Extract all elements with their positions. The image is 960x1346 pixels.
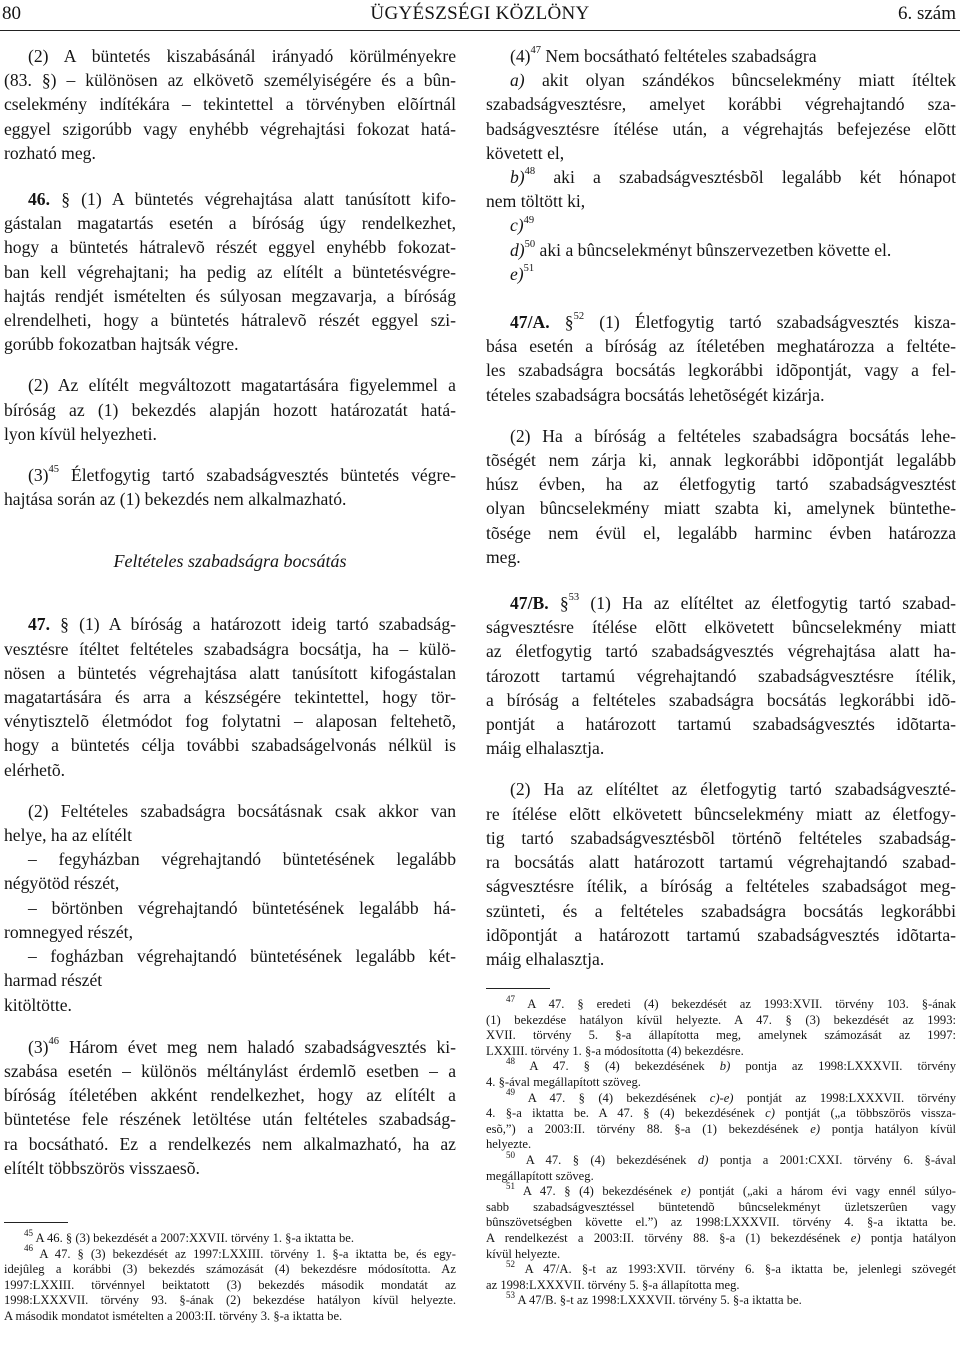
footnote-ref[interactable]: 50: [524, 238, 536, 250]
paragraph-45-2: (2) A büntetés kiszabásánál irányadó körülményekre (83. §) – különösen az elkövetõ személyiségére és a bûn- cselekmény indítékára – tekintettel a törvényben elõírtnál eggyel szigorúbb vagy enyhébb végrehajtási fokozat hatá- rozható meg.: [4, 46, 456, 163]
footnote-50: $^{50}$ A 47. § (4) bekezdésének d) pontja a 2001:CXXI. törvény 6. §-ával megállapított szöveg.: [486, 1149, 956, 1183]
left-footnotes: [4, 1222, 456, 1325]
right-footnotes: [486, 988, 956, 1309]
section-46: 46. § (1) A büntetés végrehajtása alatt tanúsított kifo- gástalan magatartás esetén a bíróság úgy rendelkezhet, hogy a büntetés hátralevõ részét eggyel enyhébb fokozat- ban kell végrehajtani; ha pedig az elítélt a büntetésvégre- hajtás rendjét ismételten és súlyosan megzavarja, a bíróság elrendelheti, hogy a büntetés hátralevõ részét eggyel szi- gorúbb fokozatban hajtsák végre.: [4, 189, 456, 355]
footnote-52: $^{52}$ A 47/A. §-t az 1993:XVII. törvény 6. §-a iktatta be, jelenlegi szövegét az 1998:LXXXVII. törvény 5. §-a állapította meg.: [486, 1258, 956, 1292]
issue-label: 6. szám: [897, 3, 956, 24]
footnote-rule: [4, 1222, 68, 1223]
left-column: [4, 44, 456, 1197]
section-heading: Feltételes szabadságra bocsátás: [113, 551, 347, 572]
journal-title: ÜGYÉSZSÉGI KÖZLÖNY: [370, 3, 590, 24]
footnote-rule: [486, 988, 550, 989]
footnote-ref[interactable]: 46: [48, 1035, 60, 1047]
footnote-53: $^{53}$ A 47/B. §-t az 1998:LXXXVII. törvény 5. §-a iktatta be.: [506, 1290, 802, 1308]
section-number: 46.: [28, 189, 50, 210]
paragraph-47-3: $(3)^{46}$ Három évet meg nem haladó szabadságvesztés ki- szabása esetén – különös méltánylást érdemlõ esetben – a bíróság ítéletében akként rendelkezhet, hogy az elítélt a büntetése fele részének letöltése után feltételes szabadság- ra bocsátható. Ez a rendelkezés nem alkalmazható, ha az elítélt többszörös visszaesõ.: [4, 1035, 456, 1178]
footnote-ref[interactable]: 48: [524, 166, 536, 178]
footnote-47: $^{47}$ A 47. § eredeti (4) bekezdését az 1993:XVII. törvény 103. §-ának (1) bekezdése hatályon kívül helyezte. A 47. § (3) bekezdését az 1993: XVII. törvény 5. §-a állapította meg, amelynek számozását az 1997: LXXIII. törvény 1. §-a módosította (4) bekezdésre.: [486, 993, 956, 1058]
paragraph-47a-2: (2) Ha a bíróság a feltételes szabadságra bocsátás lehe- tõségét nem zárja ki, annak legkorábbi idõpontját legalább húsz évben, ha az életfogytig tartó szabadságvesztést olyan bûncselekmény miatt szabta ki, amelynek büntethe- tõsége nem évül el, legalább harminc évben határozza meg.: [486, 425, 956, 567]
header-rule: [0, 30, 960, 31]
paragraph-47-2: (2) Feltételes szabadságra bocsátásnak csak akkor van helye, ha az elítélt – fegyházban végrehajtandó büntetésének legalább négyötöd részét, – börtönben végrehajtandó büntetésének legalább há- romnegyed részét, – fogházban végrehajtandó büntetésének legalább két- harmad részét kitöltötte.: [4, 800, 456, 1015]
running-header: [0, 0, 960, 30]
footnote-ref[interactable]: 53: [568, 592, 580, 604]
section-47b: 47/B. §$^{53}$ (1) Ha az elítéltet az életfogytig tartó szabad- ságvesztésre ítélése elõtt elkövetett bûncselekmény miatt az életfogytig tartó szabadságvesztés végrehajtása alatt ha- tározott tartamú végrehajtandó szabadságvesztésre ítélik, a bíróság a feltételes szabadságra bocsátás legkorábbi idõ- pontját a határozott tartamú szabadságvesztés idõtarta- máig elhalasztja.: [486, 592, 956, 759]
footnote-51: $^{51}$ A 47. § (4) bekezdésének e) pontját („aki a három évi vagy ennél súlyo- sabb szabadságvesztéssel büntetendõ bûncselekményt üzletszerûen vagy bûnszövetségben követte el.”) az 1998:LXXXVII. törvény 4. §-a iktatta be. A rendelkezést a 2003:II. törvény 88. §-a (1) bekezdésének e) pontja hatályon kívül helyezte.: [486, 1180, 956, 1261]
section-number: 47/A.: [510, 312, 550, 333]
footnote-ref[interactable]: 47: [530, 45, 542, 57]
footnote-45: $^{45}$ A 46. § (3) bekezdését a 2007:XXVII. törvény 1. §-a iktatta be.: [24, 1227, 355, 1245]
dash-item: – börtönben végrehajtandó büntetésének legalább há-: [28, 897, 456, 918]
dash-item: – fogházban végrehajtandó büntetésének legalább két-: [28, 946, 456, 967]
paragraph-46-2: (2) Az elítélt megváltozott magatartására figyelemmel a bíróság az (1) bekezdés alapján hozott határozatát hatá- lyon kívül helyezheti.: [4, 375, 456, 444]
footnote-49: $^{49}$ A 47. § (4) bekezdésének c)-e) pontját az 1998:LXXXVII. törvény 4. §-a iktatta be. A 47. § (4) bekezdésének c) pontját („a többszörös vissza- esõ,”) a 2003:II. törvény 88. §-a (1) bekezdésének e) pontja hatályon kívül helyezte.: [486, 1087, 957, 1152]
section-47: 47. § (1) A bíróság a határozott ideig tartó szabadság- vesztésre ítéltet feltételes szabadságra bocsátja, ha – külö- nösen a büntetés végrehajtása alatt tanúsított kifogástalan magatartására és arra a készségére tekintettel, hogy tör- vénytisztelõ életmódot fog folytatni – alaposan feltehetõ, hogy a büntetés célja további szabadságelvonás nélkül is elérhetõ.: [4, 614, 456, 780]
paragraph-47b-2: (2) Ha az elítéltet az életfogytig tartó szabadságveszté- re ítélése elõtt elkövetett bûncselekmény miatt az életfogy- tig tartó szabadságvesztésbõl történõ feltételes szabadság- ra bocsátás alatt határozott tartamú végrehajtandó szabad- ságvesztésre ítélik, a bíróság a feltételes szabadságot meg- szünteti, és a feltételes szabadságra bocsátás legkorábbi idõpontját a határozott tartamú szabadságvesztés idõtarta- máig elhalasztja.: [486, 779, 956, 969]
paragraph-46-3: $(3)^{45}$ Életfogytig tartó szabadságvesztés büntetés végre- hajtása során az (1) bekezdés nem alkalmazható.: [4, 464, 456, 510]
footnote-ref[interactable]: 51: [523, 262, 535, 274]
footnote-ref[interactable]: 49: [523, 214, 535, 226]
dash-item: – fegyházban végrehajtandó büntetésének legalább: [28, 849, 456, 870]
right-column: [486, 44, 956, 988]
section-number: 47.: [28, 614, 50, 635]
section-47a: 47/A. §$^{52}$ (1) Életfogytig tartó szabadságvesztés kisza- bása esetén a bíróság az ítéletében meghatározza a feltéte- les szabadságra bocsátás legkorábbi idõpontját, vagy a fel- tételes szabadságra bocsátás lehetõségét kizárja.: [486, 311, 956, 405]
footnote-ref[interactable]: 45: [48, 464, 60, 476]
footnote-46: $^{46}$ A 47. § (3) bekezdését az 1997:LXXIII. törvény 1. §-a iktatta be, és egy- idejûleg a korábbi (3) bekezdés számozását (4) bekezdésre módosította. Az 1997:LXXIII. törvénnyel beiktatott (3) bekezdés második mondatát az 1998:LXXXVII. törvény 93. §-ának (2) bekezdése hatályon kívül helyezte. A második mondatot ismételten a 2003:II. törvény 3. §-a iktatta be.: [4, 1243, 456, 1323]
footnote-ref[interactable]: 52: [573, 311, 585, 323]
page-number: 80: [2, 3, 21, 24]
paragraph-47-4: $(4)^{47}$ Nem bocsátható feltételes szabadságra a) akit olyan szándékos bûncselekmény miatt ítéltek szabadságvesztésre, amelyet korábbi végrehajtandó sza- badságvesztésre ítélése után, a végrehajtás befejezése elõtt követett el, b)$^{48}$ aki a szabadságvesztésbõl legalább két hónapot nem töltött ki, c)$^{49}$ d)$^{50}$ aki a bûncselekményt bûnszervezetben követte el. e)$^{51}$: [486, 45, 956, 284]
footnote-48: $^{48}$ A 47. § (4) bekezdésének b) pontja az 1998:LXXXVII. törvény 4. §-ával megállapított szöveg.: [486, 1056, 956, 1089]
section-number: 47/B.: [510, 593, 549, 614]
